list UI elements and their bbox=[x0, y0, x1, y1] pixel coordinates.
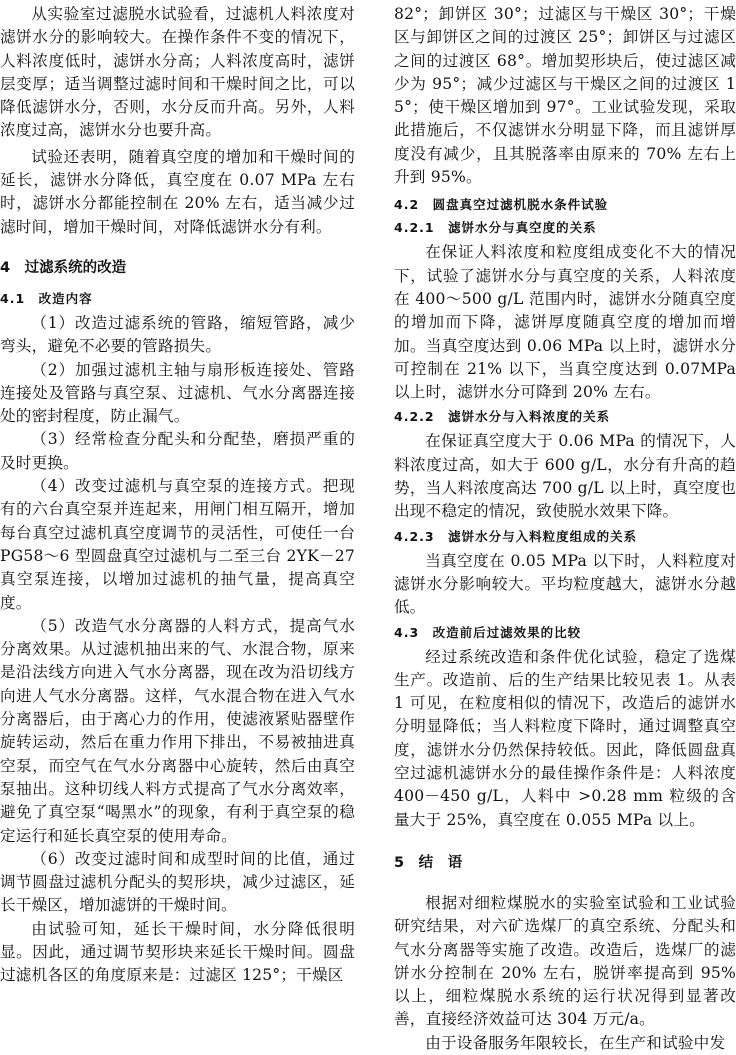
section-4-2-heading: 4.2 圆盘真空过滤机脱水条件试验 bbox=[394, 197, 609, 213]
left-column bbox=[0, 0, 355, 1000]
list-item: （5）改造气水分离器的人料方式，提高气水分离效果。从过滤机抽出来的气、水混合物，原来是沿法线方向进入气水分离器，现在改为沿切线方向进人气水分离器。这样，气水混合物在进入气水分离器后，由于离心力的作用，使滤液紧贴器壁作旋转运动，然后在重力作用下排出，不易被抽进真空泵，而空气在气水分离器中心旋转，然后由真空泵抽出。这种切线人料方式提高了气水分离效率，避免了真空泵“喝黑水”的现象，有利于真空泵的稳定运行和延长真空泵的使用寿命。 bbox=[0, 616, 355, 845]
section-4-2-3-heading: 4.2.3 滤饼水分与入料粒度组成的关系 bbox=[394, 528, 638, 544]
list-item: （6）改变过滤时间和成型时间的比值，通过调节圆盘过滤机分配头的契形块，减少过滤区，延长干燥区，增加滤饼的干燥时间。 bbox=[0, 849, 355, 915]
paragraph-4-2-3: 当真空度在 0.05 MPa 以下时，人料粒度对滤饼水分影响较大。平均粒度越大，滤饼水分越低。 bbox=[394, 551, 736, 617]
section-5-heading: 5 结 语 bbox=[394, 854, 463, 871]
section-4-2-1-heading: 4.2.1 滤饼水分与真空度的关系 bbox=[394, 220, 597, 236]
paragraph-4-3: 经过系统改造和条件优化试验，稳定了选煤生产。改造前、后的生产结果比较见表 1。从表 1 可见，在粒度相似的情况下，改造后的滤饼水分明显降低；当人料粒度下降时，通过调整真空度，滤饼水分仍然保持较低。因此，降低圆盘真空过滤机滤饼水分的最佳操作条件是：人料浓度 400－450 g/L，人料中 >0.28 mm 粒级的含量大于 25%，真空度在 0.055 MPa 以上。 bbox=[394, 647, 736, 829]
paragraph-4-2-2: 在保证真空度大于 0.06 MPa 的情况下，人料浓度过高，如大于 600 g/L，水分有升高的趋势，当人料浓度高达 700 g/L 以上时，真空度也出现不稳定的情况，致使脱水效果下降。 bbox=[394, 432, 736, 521]
list-item: （3）经常检查分配头和分配垫，磨损严重的及时更换。 bbox=[0, 430, 355, 472]
vacuum-paragraph: 试验还表明，随着真空度的增加和干燥时间的延长，滤饼水分降低，真空度在 0.07 MPa 左右时，滤饼水分都能控制在 20% 左右，适当减少过滤时间，增加干燥时间，对降低滤饼水分有利。 bbox=[0, 147, 355, 236]
section-4-2-2-heading: 4.2.2 滤饼水分与入料浓度的关系 bbox=[394, 409, 611, 425]
list-item: （4）改变过滤机与真空泵的连接方式。把现有的六台真空泵并连起来，用闸门相互隔开，增加每台真空过滤机真空度调节的灵活性，可使任一台 PG58～6 型圆盘真空过滤机与二至三台 2YK－27 真空泵连接，以增加过滤机的抽气量，提高真空度。 bbox=[0, 477, 355, 612]
section-4-3-heading: 4.3 改造前后过滤效果的比较 bbox=[394, 624, 582, 640]
last-paragraph: 由于设备服务年限较长，在生产和试验中发 bbox=[425, 1033, 726, 1052]
list-item: （1）改造过滤系统的管路，缩短管路，减少弯头，避免不必要的管路损失。 bbox=[0, 313, 355, 356]
result-paragraph: 由试验可知，延长干燥时间，水分降低很明显。因此，通过调节契形块来延长干燥时间。圆盘过滤机各区的角度原来是：过滤区 125°；干燥区 bbox=[0, 919, 355, 985]
list-item: （2）加强过滤机主轴与扇形板连接处、管路连接处及管路与真空泵、过滤机、气水分离器连接处的密封程度，防止漏气。 bbox=[0, 360, 355, 426]
right-column bbox=[394, 0, 736, 1052]
continued-paragraph: 82°；卸饼区 30°；过滤区与干燥区 30°；干燥区与卸饼区之间的过渡区 25°；卸饼区与过滤区之间的过渡区 68°。增加契形块后，使过滤区减少为 95°；减少过滤区与干燥区之间的过渡区 15°；使干燥区增加到 97°。工业试验发现，采取此措施后，不仅滤饼水分明显下降，而且滤饼厚度没有减少，且其脱落率由原来的 70% 左右上升到 95%。 bbox=[394, 5, 736, 187]
intro-paragraph: 从实验室过滤脱水试验看，过滤机人料浓度对滤饼水分的影响较大。在操作条件不变的情况下，人料浓度低时，滤饼水分高；人料浓度高时，滤饼层变厚；适当调整过滤时间和干燥时间之比，可以降低滤饼水分，否则，水分反而升高。另外，人料浓度过高，滤饼水分也要升高。 bbox=[0, 5, 355, 140]
section-4-heading: 4 过滤系统的改造 bbox=[0, 259, 127, 276]
paragraph-5: 根据对细粒煤脱水的实验室试验和工业试验研究结果，对六矿选煤厂的真空系统、分配头和气水分离器等实施了改造。改造后，选煤厂的滤饼水分控制在 20% 左右，脱饼率提高到 95% 以上，细粒煤脱水系统的运行状况得到显著改善，直接经济效益可达 304 万元/a。 bbox=[394, 893, 736, 1029]
paragraph-4-2-1: 在保证人料浓度和粒度组成变化不大的情况下，试验了滤饼水分与真空度的关系，人料浓度在 400～500 g/L 范围内时，滤饼水分随真空度的增加而下降，滤饼厚度随真空度的增加而增加。当真空度达到 0.06 MPa 以上时，滤饼水分可控制在 21% 以下，当真空度达到 0.07MPa 以上时，滤饼水分可降到 20% 左右。 bbox=[394, 243, 736, 402]
section-4-1-heading: 4.1 改造内容 bbox=[0, 290, 93, 306]
